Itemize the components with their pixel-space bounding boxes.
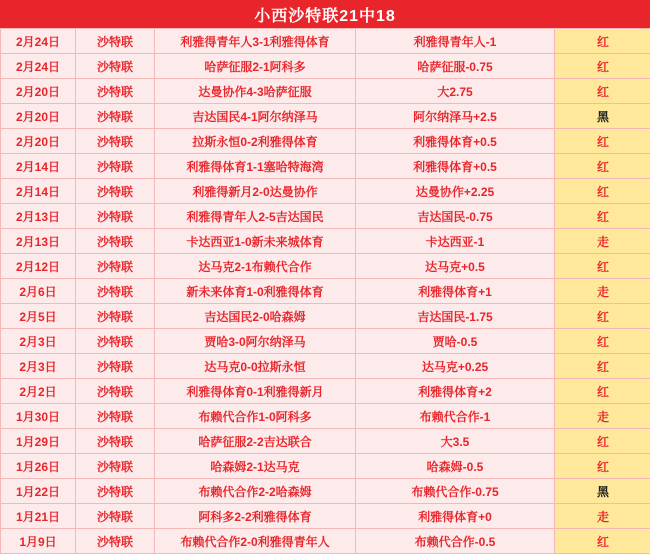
table-row [1,379,650,404]
table-row [1,179,650,204]
cell-result: 走 [555,279,650,304]
cell-result: 红 [555,354,650,379]
cell-handicap: 卡达西亚-1 [356,229,555,254]
cell-result: 走 [555,229,650,254]
table-row [1,354,650,379]
table-row [1,304,650,329]
cell-handicap: 达马克+0.5 [356,254,555,279]
results-table [0,28,650,554]
cell-result: 黑 [555,479,650,504]
table-row [1,129,650,154]
cell-league: 沙特联 [76,129,155,154]
cell-handicap: 吉达国民-0.75 [356,204,555,229]
cell-match: 新未来体育1-0利雅得体育 [155,279,356,304]
cell-handicap: 利雅得体育+0 [356,504,555,529]
cell-result: 红 [555,304,650,329]
cell-league: 沙特联 [76,204,155,229]
cell-league: 沙特联 [76,29,155,54]
cell-result: 红 [555,54,650,79]
cell-date: 2月3日 [1,354,76,379]
cell-league: 沙特联 [76,329,155,354]
cell-handicap: 吉达国民-1.75 [356,304,555,329]
cell-result: 红 [555,204,650,229]
cell-handicap: 贾哈-0.5 [356,329,555,354]
cell-match: 利雅得体育1-1塞哈特海湾 [155,154,356,179]
cell-handicap: 达马克+0.25 [356,354,555,379]
cell-date: 1月30日 [1,404,76,429]
cell-date: 2月13日 [1,204,76,229]
cell-handicap: 利雅得体育+0.5 [356,129,555,154]
table-row [1,154,650,179]
table-row [1,204,650,229]
cell-match: 利雅得青年人2-5吉达国民 [155,204,356,229]
cell-result: 红 [555,429,650,454]
table-row [1,504,650,529]
cell-result: 走 [555,404,650,429]
table-row [1,254,650,279]
cell-handicap: 大2.75 [356,79,555,104]
cell-league: 沙特联 [76,229,155,254]
cell-league: 沙特联 [76,179,155,204]
table-row [1,79,650,104]
table-row [1,54,650,79]
cell-match: 布赖代合作2-0利雅得青年人 [155,529,356,554]
cell-date: 2月20日 [1,129,76,154]
cell-league: 沙特联 [76,104,155,129]
cell-match: 达马克0-0拉斯永恒 [155,354,356,379]
results-table-body [1,29,650,554]
cell-league: 沙特联 [76,529,155,554]
cell-date: 1月21日 [1,504,76,529]
cell-match: 吉达国民2-0哈森姆 [155,304,356,329]
cell-league: 沙特联 [76,379,155,404]
cell-date: 2月2日 [1,379,76,404]
cell-date: 2月14日 [1,179,76,204]
cell-match: 拉斯永恒0-2利雅得体育 [155,129,356,154]
cell-match: 阿科多2-2利雅得体育 [155,504,356,529]
cell-match: 布赖代合作2-2哈森姆 [155,479,356,504]
cell-date: 2月6日 [1,279,76,304]
cell-handicap: 利雅得体育+2 [356,379,555,404]
cell-league: 沙特联 [76,354,155,379]
cell-date: 2月5日 [1,304,76,329]
cell-date: 1月22日 [1,479,76,504]
cell-handicap: 哈萨征服-0.75 [356,54,555,79]
cell-handicap: 利雅得体育+0.5 [356,154,555,179]
page-title: 小西沙特联21中18 [0,0,650,28]
cell-league: 沙特联 [76,79,155,104]
cell-match: 贾哈3-0阿尔纳泽马 [155,329,356,354]
cell-date: 2月20日 [1,79,76,104]
cell-league: 沙特联 [76,404,155,429]
table-row [1,104,650,129]
cell-match: 卡达西亚1-0新未来城体育 [155,229,356,254]
cell-league: 沙特联 [76,504,155,529]
cell-date: 2月24日 [1,29,76,54]
cell-match: 哈萨征服2-2吉达联合 [155,429,356,454]
cell-league: 沙特联 [76,304,155,329]
cell-date: 2月12日 [1,254,76,279]
table-row [1,404,650,429]
cell-result: 黑 [555,104,650,129]
table-row [1,429,650,454]
cell-result: 红 [555,154,650,179]
cell-date: 2月13日 [1,229,76,254]
table-row [1,279,650,304]
cell-match: 哈森姆2-1达马克 [155,454,356,479]
table-row [1,329,650,354]
cell-match: 利雅得体育0-1利雅得新月 [155,379,356,404]
cell-result: 红 [555,29,650,54]
cell-league: 沙特联 [76,254,155,279]
cell-date: 2月3日 [1,329,76,354]
cell-league: 沙特联 [76,429,155,454]
cell-handicap: 阿尔纳泽马+2.5 [356,104,555,129]
cell-handicap: 哈森姆-0.5 [356,454,555,479]
cell-match: 达马克2-1布赖代合作 [155,254,356,279]
cell-result: 走 [555,504,650,529]
table-row [1,229,650,254]
cell-result: 红 [555,179,650,204]
cell-result: 红 [555,454,650,479]
cell-match: 达曼协作4-3哈萨征服 [155,79,356,104]
table-row [1,529,650,554]
table-row [1,29,650,54]
cell-date: 1月29日 [1,429,76,454]
cell-league: 沙特联 [76,154,155,179]
cell-result: 红 [555,529,650,554]
cell-match: 利雅得青年人3-1利雅得体育 [155,29,356,54]
cell-handicap: 布赖代合作-0.75 [356,479,555,504]
cell-match: 布赖代合作1-0阿科多 [155,404,356,429]
cell-match: 利雅得新月2-0达曼协作 [155,179,356,204]
cell-match: 吉达国民4-1阿尔纳泽马 [155,104,356,129]
cell-league: 沙特联 [76,279,155,304]
cell-result: 红 [555,129,650,154]
cell-handicap: 利雅得体育+1 [356,279,555,304]
cell-league: 沙特联 [76,479,155,504]
cell-handicap: 布赖代合作-0.5 [356,529,555,554]
table-row [1,454,650,479]
cell-date: 2月20日 [1,104,76,129]
cell-date: 2月14日 [1,154,76,179]
cell-date: 1月9日 [1,529,76,554]
cell-result: 红 [555,254,650,279]
cell-handicap: 利雅得青年人-1 [356,29,555,54]
cell-handicap: 布赖代合作-1 [356,404,555,429]
cell-league: 沙特联 [76,454,155,479]
cell-result: 红 [555,329,650,354]
cell-result: 红 [555,379,650,404]
cell-date: 1月26日 [1,454,76,479]
table-row [1,479,650,504]
cell-result: 红 [555,79,650,104]
cell-league: 沙特联 [76,54,155,79]
cell-handicap: 大3.5 [356,429,555,454]
cell-handicap: 达曼协作+2.25 [356,179,555,204]
cell-match: 哈萨征服2-1阿科多 [155,54,356,79]
cell-date: 2月24日 [1,54,76,79]
